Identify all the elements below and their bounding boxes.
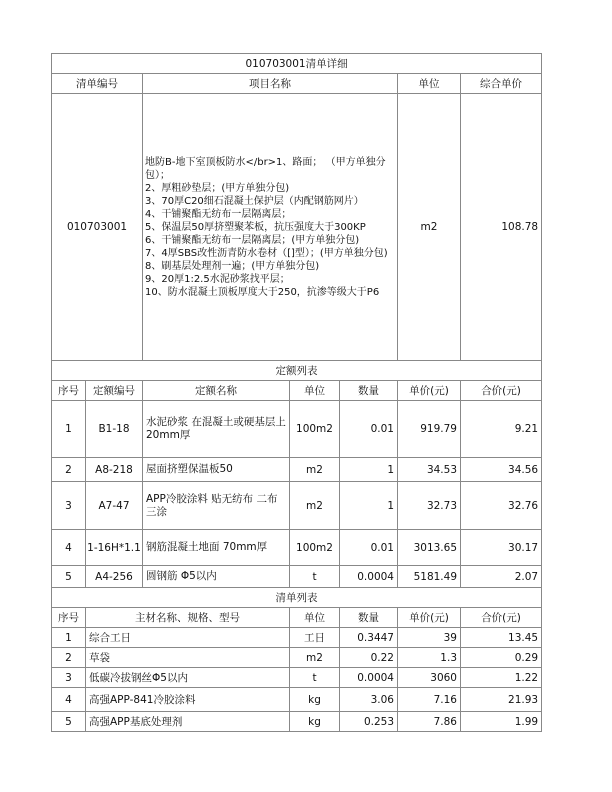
quota-total: 30.17 — [461, 530, 542, 566]
material-no: 3 — [52, 668, 86, 688]
material-name: 低碳冷拔钢丝Φ5以内 — [86, 668, 290, 688]
quota-unit: m2 — [290, 482, 340, 530]
quota-no: 1 — [52, 401, 86, 458]
quota-qty: 0.01 — [340, 401, 398, 458]
quota-price: 3013.65 — [398, 530, 461, 566]
quota-price: 32.73 — [398, 482, 461, 530]
quota-row — [52, 566, 542, 588]
quota-name: 水泥砂浆 在混凝土或硬基层上 20mm厚 — [143, 401, 290, 458]
item-unit: m2 — [398, 94, 461, 361]
quota-total: 34.56 — [461, 458, 542, 482]
quota-section-title: 定额列表 — [52, 361, 542, 381]
quota-code: A7-47 — [86, 482, 143, 530]
material-unit: 工日 — [290, 628, 340, 648]
material-name: 草袋 — [86, 648, 290, 668]
material-qty: 0.22 — [340, 648, 398, 668]
material-total: 21.93 — [461, 688, 542, 712]
quota-header-no: 序号 — [52, 381, 86, 401]
material-qty: 0.253 — [340, 712, 398, 732]
title-row — [52, 54, 542, 74]
materials-section-row — [52, 588, 542, 608]
quota-no: 2 — [52, 458, 86, 482]
material-no: 5 — [52, 712, 86, 732]
material-price: 3060 — [398, 668, 461, 688]
material-row — [52, 712, 542, 732]
quota-header-code: 定额编号 — [86, 381, 143, 401]
quota-name: 圆钢筋 Φ5以内 — [143, 566, 290, 588]
material-total: 0.29 — [461, 648, 542, 668]
material-price: 39 — [398, 628, 461, 648]
quota-header-price: 单价(元) — [398, 381, 461, 401]
header-code: 清单编号 — [52, 74, 143, 94]
material-price: 1.3 — [398, 648, 461, 668]
material-row — [52, 628, 542, 648]
quota-row — [52, 401, 542, 458]
material-name: 综合工日 — [86, 628, 290, 648]
materials-header-price: 单价(元) — [398, 608, 461, 628]
material-qty: 0.0004 — [340, 668, 398, 688]
materials-header-no: 序号 — [52, 608, 86, 628]
item-code: 010703001 — [52, 94, 143, 361]
quota-row — [52, 530, 542, 566]
quota-no: 4 — [52, 530, 86, 566]
header-price: 综合单价 — [461, 74, 542, 94]
material-no: 1 — [52, 628, 86, 648]
quota-unit: 100m2 — [290, 530, 340, 566]
quota-code: 1-16H*1.1 — [86, 530, 143, 566]
materials-section-title: 清单列表 — [52, 588, 542, 608]
materials-header-row — [52, 608, 542, 628]
quota-price: 919.79 — [398, 401, 461, 458]
quota-qty: 1 — [340, 482, 398, 530]
material-unit: t — [290, 668, 340, 688]
quota-total: 9.21 — [461, 401, 542, 458]
material-row — [52, 688, 542, 712]
material-qty: 0.3447 — [340, 628, 398, 648]
quota-header-qty: 数量 — [340, 381, 398, 401]
quota-header-total: 合价(元) — [461, 381, 542, 401]
quota-header-name: 定额名称 — [143, 381, 290, 401]
quota-total: 32.76 — [461, 482, 542, 530]
quota-no: 3 — [52, 482, 86, 530]
material-row — [52, 648, 542, 668]
material-total: 13.45 — [461, 628, 542, 648]
quota-unit: t — [290, 566, 340, 588]
quota-no: 5 — [52, 566, 86, 588]
quota-name: APP冷胶涂料 贴无纺布 二布三涂 — [143, 482, 290, 530]
item-description: 地防B-地下室顶板防水</br>1、路面； （甲方单独分包）； 2、厚粗砂垫层；(甲方单独分包) 3、70厚C20细石混凝土保护层（内配钢筋网片） 4、干铺聚酯无纺布一层隔离层； 5、保温层50厚挤塑聚苯板，抗压强度大于300KP 6、干铺聚酯无纺布一层隔离层；(甲方单独分包) 7、4厚SBS改性沥青防水卷材（[]型）；(甲方单独分包) 8、刷基层处理剂一遍；(甲方单独分包) 9、20厚1:2.5水泥砂浆找平层； 10、防水混凝土顶板厚度大于250，抗渗等级大于P6 — [143, 94, 398, 361]
header-row — [52, 74, 542, 94]
quota-code: A4-256 — [86, 566, 143, 588]
quota-unit: m2 — [290, 458, 340, 482]
quota-name: 钢筋混凝土地面 70mm厚 — [143, 530, 290, 566]
material-name: 高强APP-841冷胶涂料 — [86, 688, 290, 712]
quota-code: A8-218 — [86, 458, 143, 482]
materials-header-total: 合价(元) — [461, 608, 542, 628]
bill-detail-table — [51, 53, 542, 732]
quota-price: 5181.49 — [398, 566, 461, 588]
material-no: 2 — [52, 648, 86, 668]
header-name: 项目名称 — [143, 74, 398, 94]
material-price: 7.86 — [398, 712, 461, 732]
table-title: 010703001清单详细 — [52, 54, 542, 74]
quota-unit: 100m2 — [290, 401, 340, 458]
header-unit: 单位 — [398, 74, 461, 94]
materials-header-unit: 单位 — [290, 608, 340, 628]
material-unit: kg — [290, 712, 340, 732]
item-row — [52, 94, 542, 361]
quota-qty: 0.01 — [340, 530, 398, 566]
material-total: 1.22 — [461, 668, 542, 688]
material-row — [52, 668, 542, 688]
item-price: 108.78 — [461, 94, 542, 361]
quota-price: 34.53 — [398, 458, 461, 482]
quota-name: 屋面挤塑保温板50 — [143, 458, 290, 482]
materials-header-name: 主材名称、规格、型号 — [86, 608, 290, 628]
material-qty: 3.06 — [340, 688, 398, 712]
quota-code: B1-18 — [86, 401, 143, 458]
quota-header-unit: 单位 — [290, 381, 340, 401]
materials-header-qty: 数量 — [340, 608, 398, 628]
quota-row — [52, 458, 542, 482]
material-unit: kg — [290, 688, 340, 712]
quota-section-row — [52, 361, 542, 381]
quota-row — [52, 482, 542, 530]
material-unit: m2 — [290, 648, 340, 668]
quota-header-row — [52, 381, 542, 401]
quota-total: 2.07 — [461, 566, 542, 588]
material-name: 高强APP基底处理剂 — [86, 712, 290, 732]
quota-qty: 1 — [340, 458, 398, 482]
material-no: 4 — [52, 688, 86, 712]
quota-qty: 0.0004 — [340, 566, 398, 588]
material-total: 1.99 — [461, 712, 542, 732]
material-price: 7.16 — [398, 688, 461, 712]
